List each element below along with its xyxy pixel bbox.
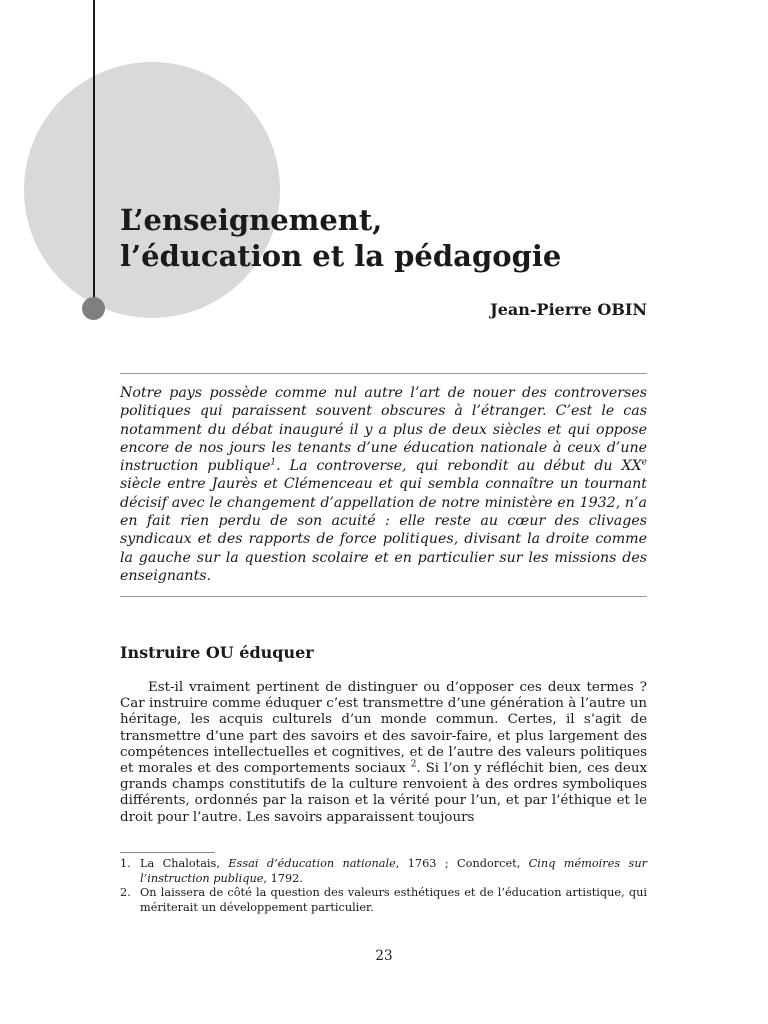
chapter-title — [120, 202, 561, 274]
body-text-1: Est-il vraiment pertinent de distinguer ou d’opposer ces deux termes ? Car instruire comme éduquer c’est transmettre d’une génération à l’autre un héritage, les acquis culturels d’un monde commun. Certes, il s’agit de transmettre d’une part des savoirs et des savoir-faire, et plus largement des compétences intellectuelles et cognitives, et de l’autre des valeurs politiques et morales et des comportements sociaux — [120, 680, 647, 777]
decorative-dot — [82, 297, 105, 320]
footnote-text: On laissera de côté la question des valeurs esthétiques et de l’éducation artistique, qui mériterait un développement particulier. — [140, 886, 647, 914]
footnote-text: , 1792. — [263, 871, 303, 885]
century-superscript: e — [641, 457, 647, 468]
footnote-item — [120, 857, 647, 886]
title-line-2: l’éducation et la pédagogie — [120, 239, 562, 273]
title-line-1: L’enseignement, — [120, 203, 383, 237]
footnote-number: 1. — [120, 857, 131, 870]
abstract-bottom-rule — [120, 596, 647, 597]
abstract-text-3: siècle entre Jaurès et Clémenceau et qui sembla connaître un tournant décisif avec le changement d’appellation de notre ministère en 1932, n’a en fait rien perdu de son acuité : elle reste au cœur des clivages syndicaux et des rapports de force politiques, divisant la droite comme la gauche sur la question scolaire et en particulier sur les missions des enseignants. — [120, 476, 647, 584]
footnote-text: , 1763 ; Condorcet, — [395, 857, 529, 870]
section-heading: Instruire OU éduquer — [120, 643, 314, 662]
footnote-separator — [120, 852, 215, 853]
footnote-text: La Chalotais, — [140, 857, 229, 870]
footnote-number: 2. — [120, 886, 131, 900]
body-text-2: . Si l’on y réfléchit bien, ces deux grands champs constitutifs de la culture renvoient à des ordres symboliques différents, ordonnés par la raison et la vérité pour l’un, et par l’éthique et le droit pour l’autre. Les savoirs apparaissent toujours — [120, 761, 648, 825]
abstract-paragraph — [120, 384, 647, 585]
abstract-top-rule — [120, 373, 647, 374]
decorative-vertical-line — [93, 0, 95, 300]
footnote-work-title: Cinq mémoires sur l’instruction publique — [140, 857, 648, 885]
footnote-item — [120, 886, 647, 915]
abstract-text-2: . La controverse, qui rebondit au début du XX — [276, 458, 642, 475]
abstract-text-1: Notre pays possède comme nul autre l’art de nouer des controverses politiques qui paraissent souvent obscures à l’étranger. C’est le cas notamment du débat inauguré il y a plus de deux siècles et qui oppose encore de nos jours les tenants d’une éducation nationale à ceux d’une instruction publique — [120, 385, 647, 475]
footnote-work-title: Essai d’éducation nationale — [228, 857, 396, 870]
author-name: Jean-Pierre OBIN — [490, 300, 647, 319]
body-paragraph — [120, 680, 647, 826]
page-number: 23 — [375, 948, 393, 964]
footnotes-list — [120, 857, 647, 915]
footnote-ref-2: 2 — [410, 759, 417, 770]
decorative-circle — [24, 62, 280, 318]
footnote-ref-1: 1 — [270, 457, 277, 468]
